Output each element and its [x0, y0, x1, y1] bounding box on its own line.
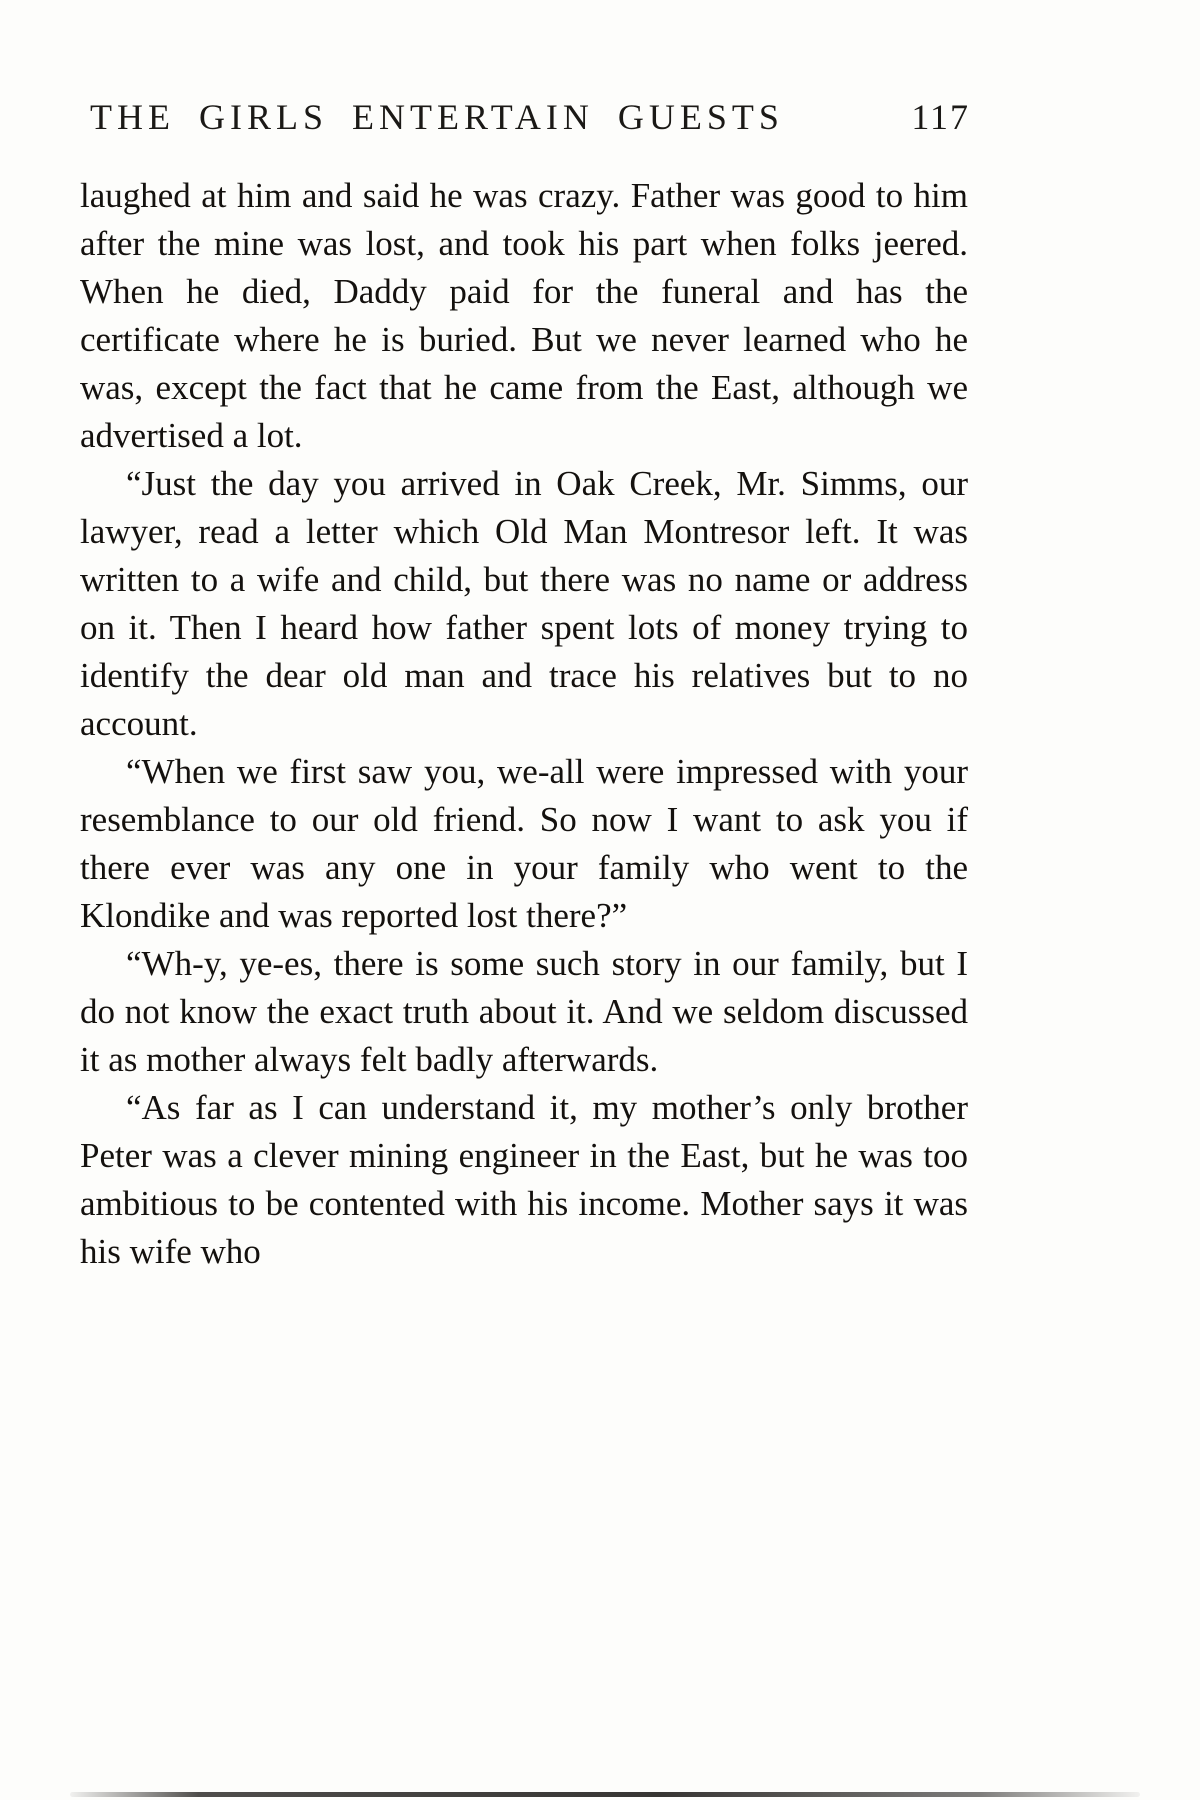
page-number: 117	[911, 97, 970, 137]
paragraph: “As far as I can understand it, my mother’s only brother Peter was a clever mining engineer in the East, but he was too ambitious to be contented with his income. Mother says it was his wife who	[80, 1088, 968, 1271]
paragraph: “Just the day you arrived in Oak Creek, Mr. Simms, our lawyer, read a letter which Old Man Montresor left. It was written to a wife and child, but there was no name or address on it. Then I heard how father spent lots of money trying to identify the dear old man and trace his relatives but to no account.	[80, 464, 968, 743]
paragraph: “Wh-y, ye-es, there is some such story in our family, but I do not know the exact truth about it. And we seldom discussed it as mother always felt badly afterwards.	[80, 944, 968, 1079]
scan-edge-artifact	[70, 1792, 1140, 1797]
page-header	[90, 96, 970, 138]
paragraph-continuation: laughed at him and said he was crazy. Father was good to him after the mine was lost, and took his part when folks jeered. When he died, Daddy paid for the funeral and has the certificate where he is buried. But we never learned who he was, except the fact that he came from the East, although we advertised a lot.	[80, 176, 968, 455]
body-text	[80, 172, 968, 1276]
running-title: THE GIRLS ENTERTAIN GUESTS	[90, 97, 784, 137]
paragraph: “When we first saw you, we-all were impressed with your resemblance to our old friend. So now I want to ask you if there ever was any one in your family who went to the Klondike and was reported lost there?”	[80, 752, 968, 935]
